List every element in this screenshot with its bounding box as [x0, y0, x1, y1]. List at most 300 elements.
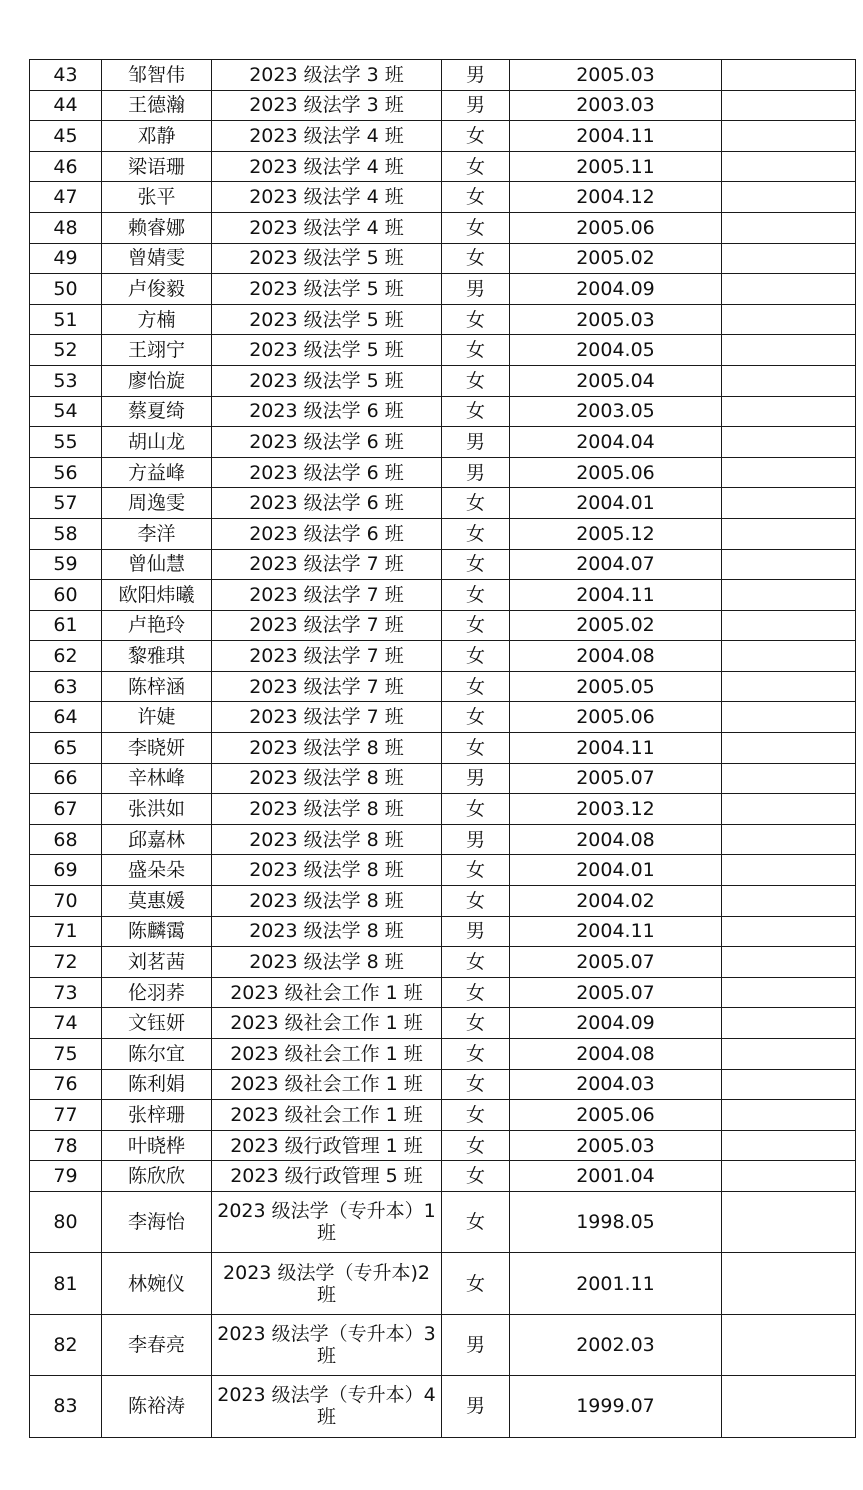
student-name-cell: 黎雅琪 — [102, 641, 212, 672]
birth-date-cell: 2005.02 — [510, 610, 722, 641]
gender-cell: 男 — [442, 1376, 510, 1437]
class-name-text: 2023 级法学 7 班 — [249, 614, 404, 637]
student-name-cell: 张洪如 — [102, 794, 212, 825]
table-row — [30, 182, 856, 213]
birth-date-cell: 2005.06 — [510, 702, 722, 733]
remarks-cell — [722, 121, 856, 152]
student-name-cell: 曾仙慧 — [102, 549, 212, 580]
row-number-cell: 63 — [30, 671, 102, 702]
remarks-cell — [722, 304, 856, 335]
class-name-text: 2023 级法学 6 班 — [249, 461, 404, 484]
remarks-cell — [722, 1100, 856, 1131]
class-name-cell — [212, 977, 442, 1008]
remarks-cell — [722, 824, 856, 855]
class-name-text: 2023 级法学 3 班 — [249, 63, 404, 86]
birth-date-cell: 2001.04 — [510, 1161, 722, 1192]
remarks-cell — [722, 763, 856, 794]
student-name-cell: 邓静 — [102, 121, 212, 152]
remarks-cell — [722, 518, 856, 549]
gender-cell: 男 — [442, 60, 510, 91]
student-name-cell: 张平 — [102, 182, 212, 213]
student-name-cell: 陈尔宜 — [102, 1039, 212, 1070]
row-number-cell: 69 — [30, 855, 102, 886]
class-name-text: 2023 级法学 7 班 — [249, 645, 404, 668]
class-name-cell — [212, 1008, 442, 1039]
student-name-cell: 邹智伟 — [102, 60, 212, 91]
row-number-cell: 53 — [30, 365, 102, 396]
student-name-cell: 王德瀚 — [102, 90, 212, 121]
birth-date-cell: 2005.03 — [510, 1130, 722, 1161]
row-number-cell: 66 — [30, 763, 102, 794]
remarks-cell — [722, 274, 856, 305]
table-row — [30, 916, 856, 947]
gender-cell: 女 — [442, 182, 510, 213]
table-row — [30, 396, 856, 427]
class-name-text: 2023 级社会工作 1 班 — [230, 1042, 423, 1065]
gender-cell: 女 — [442, 518, 510, 549]
remarks-cell — [722, 702, 856, 733]
gender-cell: 女 — [442, 1100, 510, 1131]
gender-cell: 男 — [442, 457, 510, 488]
class-name-text: 2023 级法学 8 班 — [249, 889, 404, 912]
table-row — [30, 518, 856, 549]
table-row — [30, 702, 856, 733]
gender-cell: 女 — [442, 855, 510, 886]
class-name-text: 2023 级法学 4 班 — [249, 216, 404, 239]
class-name-cell — [212, 549, 442, 580]
remarks-cell — [722, 1039, 856, 1070]
student-name-cell: 胡山龙 — [102, 427, 212, 458]
class-name-cell — [212, 855, 442, 886]
remarks-cell — [722, 427, 856, 458]
gender-cell: 女 — [442, 212, 510, 243]
class-name-text: 2023 级法学 5 班 — [249, 339, 404, 362]
class-name-text: 2023 级法学 8 班 — [249, 798, 404, 821]
gender-cell: 女 — [442, 549, 510, 580]
table-row — [30, 855, 856, 886]
table-row — [30, 824, 856, 855]
class-name-cell — [212, 274, 442, 305]
student-name-cell: 曾婧雯 — [102, 243, 212, 274]
class-name-cell — [212, 1376, 442, 1437]
student-name-cell: 陈裕涛 — [102, 1376, 212, 1437]
row-number-cell: 45 — [30, 121, 102, 152]
row-number-cell: 62 — [30, 641, 102, 672]
class-name-cell — [212, 947, 442, 978]
row-number-cell: 80 — [30, 1191, 102, 1252]
student-name-cell: 盛朵朵 — [102, 855, 212, 886]
remarks-cell — [722, 977, 856, 1008]
remarks-cell — [722, 1314, 856, 1375]
student-name-cell: 卢俊毅 — [102, 274, 212, 305]
student-name-cell: 文钰妍 — [102, 1008, 212, 1039]
student-name-cell: 许婕 — [102, 702, 212, 733]
class-name-cell — [212, 886, 442, 917]
gender-cell: 女 — [442, 1191, 510, 1252]
remarks-cell — [722, 886, 856, 917]
gender-cell: 女 — [442, 702, 510, 733]
class-name-text: 2023 级法学 5 班 — [249, 308, 404, 331]
remarks-cell — [722, 457, 856, 488]
class-name-text: 2023 级法学 7 班 — [249, 675, 404, 698]
class-name-text: 2023 级法学 8 班 — [249, 920, 404, 943]
class-name-text: 2023 级社会工作 1 班 — [230, 981, 423, 1004]
remarks-cell — [722, 212, 856, 243]
remarks-cell — [722, 243, 856, 274]
gender-cell: 男 — [442, 916, 510, 947]
table-row — [30, 1130, 856, 1161]
row-number-cell: 44 — [30, 90, 102, 121]
row-number-cell: 48 — [30, 212, 102, 243]
class-name-text: 2023 级法学 6 班 — [249, 400, 404, 423]
student-name-cell: 邱嘉林 — [102, 824, 212, 855]
gender-cell: 女 — [442, 947, 510, 978]
birth-date-cell: 2004.11 — [510, 121, 722, 152]
remarks-cell — [722, 335, 856, 366]
gender-cell: 女 — [442, 610, 510, 641]
student-name-cell: 张梓珊 — [102, 1100, 212, 1131]
class-name-cell — [212, 1314, 442, 1375]
birth-date-cell: 2003.12 — [510, 794, 722, 825]
student-name-cell: 梁语珊 — [102, 151, 212, 182]
remarks-cell — [722, 733, 856, 764]
gender-cell: 男 — [442, 274, 510, 305]
class-name-text: 2023 级法学 8 班 — [249, 767, 404, 790]
remarks-cell — [722, 916, 856, 947]
student-name-cell: 赖睿娜 — [102, 212, 212, 243]
class-name-text: 2023 级法学 6 班 — [249, 522, 404, 545]
birth-date-cell: 2005.03 — [510, 60, 722, 91]
table-row — [30, 610, 856, 641]
class-name-cell — [212, 90, 442, 121]
gender-cell: 女 — [442, 1253, 510, 1314]
birth-date-cell: 1999.07 — [510, 1376, 722, 1437]
roster-sheet — [29, 59, 855, 1438]
class-name-cell — [212, 1253, 442, 1314]
row-number-cell: 43 — [30, 60, 102, 91]
class-name-cell — [212, 1100, 442, 1131]
birth-date-cell: 2004.01 — [510, 855, 722, 886]
table-row — [30, 304, 856, 335]
class-name-text: 2023 级法学 5 班 — [249, 369, 404, 392]
birth-date-cell: 2003.05 — [510, 396, 722, 427]
row-number-cell: 77 — [30, 1100, 102, 1131]
row-number-cell: 70 — [30, 886, 102, 917]
remarks-cell — [722, 1191, 856, 1252]
gender-cell: 女 — [442, 1161, 510, 1192]
class-name-text: 2023 级法学（专升本）4 班 — [217, 1384, 436, 1429]
row-number-cell: 71 — [30, 916, 102, 947]
row-number-cell: 47 — [30, 182, 102, 213]
class-name-cell — [212, 427, 442, 458]
table-row — [30, 1253, 856, 1314]
class-name-text: 2023 级法学 6 班 — [249, 492, 404, 515]
class-name-cell — [212, 763, 442, 794]
birth-date-cell: 2005.04 — [510, 365, 722, 396]
student-name-cell: 陈麟霭 — [102, 916, 212, 947]
table-row — [30, 1100, 856, 1131]
birth-date-cell: 2004.05 — [510, 335, 722, 366]
row-number-cell: 76 — [30, 1069, 102, 1100]
remarks-cell — [722, 549, 856, 580]
class-name-cell — [212, 304, 442, 335]
remarks-cell — [722, 182, 856, 213]
table-row — [30, 549, 856, 580]
student-roster-table — [29, 59, 856, 1438]
table-row — [30, 457, 856, 488]
gender-cell: 女 — [442, 1039, 510, 1070]
row-number-cell: 65 — [30, 733, 102, 764]
table-row — [30, 243, 856, 274]
birth-date-cell: 2004.03 — [510, 1069, 722, 1100]
class-name-cell — [212, 1161, 442, 1192]
gender-cell: 女 — [442, 243, 510, 274]
row-number-cell: 60 — [30, 580, 102, 611]
birth-date-cell: 2005.06 — [510, 1100, 722, 1131]
class-name-cell — [212, 518, 442, 549]
class-name-text: 2023 级法学 6 班 — [249, 430, 404, 453]
gender-cell: 女 — [442, 1130, 510, 1161]
birth-date-cell: 2005.07 — [510, 947, 722, 978]
remarks-cell — [722, 90, 856, 121]
gender-cell: 女 — [442, 580, 510, 611]
remarks-cell — [722, 1069, 856, 1100]
table-row — [30, 274, 856, 305]
birth-date-cell: 2004.02 — [510, 886, 722, 917]
class-name-text: 2023 级社会工作 1 班 — [230, 1103, 423, 1126]
table-row — [30, 335, 856, 366]
birth-date-cell: 2004.07 — [510, 549, 722, 580]
class-name-text: 2023 级法学 7 班 — [249, 706, 404, 729]
row-number-cell: 68 — [30, 824, 102, 855]
birth-date-cell: 2004.09 — [510, 1008, 722, 1039]
gender-cell: 女 — [442, 396, 510, 427]
class-name-cell — [212, 396, 442, 427]
row-number-cell: 57 — [30, 488, 102, 519]
row-number-cell: 79 — [30, 1161, 102, 1192]
table-row — [30, 947, 856, 978]
table-row — [30, 1069, 856, 1100]
row-number-cell: 75 — [30, 1039, 102, 1070]
class-name-text: 2023 级法学 8 班 — [249, 951, 404, 974]
remarks-cell — [722, 1161, 856, 1192]
gender-cell: 男 — [442, 90, 510, 121]
class-name-text: 2023 级法学 8 班 — [249, 828, 404, 851]
gender-cell: 女 — [442, 794, 510, 825]
class-name-text: 2023 级行政管理 1 班 — [230, 1134, 423, 1157]
table-row — [30, 641, 856, 672]
table-row — [30, 1008, 856, 1039]
gender-cell: 女 — [442, 733, 510, 764]
class-name-text: 2023 级法学 7 班 — [249, 583, 404, 606]
class-name-cell — [212, 1191, 442, 1252]
row-number-cell: 74 — [30, 1008, 102, 1039]
gender-cell: 男 — [442, 824, 510, 855]
gender-cell: 男 — [442, 763, 510, 794]
student-name-cell: 王翊宁 — [102, 335, 212, 366]
table-row — [30, 1314, 856, 1375]
table-row — [30, 60, 856, 91]
student-name-cell: 陈利娟 — [102, 1069, 212, 1100]
class-name-cell — [212, 702, 442, 733]
table-row — [30, 886, 856, 917]
birth-date-cell: 2002.03 — [510, 1314, 722, 1375]
birth-date-cell: 2005.12 — [510, 518, 722, 549]
class-name-cell — [212, 580, 442, 611]
row-number-cell: 59 — [30, 549, 102, 580]
gender-cell: 女 — [442, 121, 510, 152]
remarks-cell — [722, 641, 856, 672]
class-name-text: 2023 级法学 4 班 — [249, 124, 404, 147]
class-name-cell — [212, 610, 442, 641]
birth-date-cell: 2004.08 — [510, 824, 722, 855]
class-name-cell — [212, 916, 442, 947]
class-name-text: 2023 级法学 3 班 — [249, 94, 404, 117]
class-name-text: 2023 级法学 5 班 — [249, 277, 404, 300]
remarks-cell — [722, 60, 856, 91]
table-row — [30, 90, 856, 121]
table-row — [30, 151, 856, 182]
class-name-text: 2023 级法学 7 班 — [249, 553, 404, 576]
birth-date-cell: 2004.08 — [510, 641, 722, 672]
class-name-text: 2023 级法学（专升本)2 班 — [223, 1261, 430, 1306]
birth-date-cell: 2005.06 — [510, 212, 722, 243]
class-name-cell — [212, 457, 442, 488]
row-number-cell: 82 — [30, 1314, 102, 1375]
gender-cell: 女 — [442, 365, 510, 396]
birth-date-cell: 2005.05 — [510, 671, 722, 702]
gender-cell: 女 — [442, 1069, 510, 1100]
remarks-cell — [722, 1376, 856, 1437]
table-row — [30, 427, 856, 458]
table-row — [30, 763, 856, 794]
class-name-cell — [212, 121, 442, 152]
student-name-cell: 李洋 — [102, 518, 212, 549]
gender-cell: 女 — [442, 304, 510, 335]
class-name-cell — [212, 1069, 442, 1100]
table-row — [30, 1161, 856, 1192]
table-row — [30, 212, 856, 243]
row-number-cell: 72 — [30, 947, 102, 978]
table-row — [30, 733, 856, 764]
birth-date-cell: 2004.12 — [510, 182, 722, 213]
student-name-cell: 周逸雯 — [102, 488, 212, 519]
birth-date-cell: 2004.04 — [510, 427, 722, 458]
class-name-text: 2023 级法学 4 班 — [249, 186, 404, 209]
table-row — [30, 580, 856, 611]
class-name-text: 2023 级法学（专升本）3 班 — [217, 1322, 436, 1367]
birth-date-cell: 2004.01 — [510, 488, 722, 519]
class-name-cell — [212, 794, 442, 825]
gender-cell: 男 — [442, 427, 510, 458]
student-name-cell: 方楠 — [102, 304, 212, 335]
remarks-cell — [722, 1008, 856, 1039]
student-name-cell: 欧阳炜曦 — [102, 580, 212, 611]
student-name-cell: 方益峰 — [102, 457, 212, 488]
gender-cell: 女 — [442, 335, 510, 366]
remarks-cell — [722, 1253, 856, 1314]
table-row — [30, 365, 856, 396]
table-row — [30, 1191, 856, 1252]
student-name-cell: 叶晓桦 — [102, 1130, 212, 1161]
row-number-cell: 67 — [30, 794, 102, 825]
birth-date-cell: 2005.11 — [510, 151, 722, 182]
class-name-cell — [212, 335, 442, 366]
remarks-cell — [722, 671, 856, 702]
remarks-cell — [722, 151, 856, 182]
row-number-cell: 51 — [30, 304, 102, 335]
table-row — [30, 671, 856, 702]
table-row — [30, 1039, 856, 1070]
gender-cell: 女 — [442, 488, 510, 519]
student-name-cell: 廖怡旋 — [102, 365, 212, 396]
birth-date-cell: 2005.03 — [510, 304, 722, 335]
row-number-cell: 64 — [30, 702, 102, 733]
gender-cell: 女 — [442, 641, 510, 672]
class-name-cell — [212, 488, 442, 519]
class-name-text: 2023 级法学 8 班 — [249, 859, 404, 882]
birth-date-cell: 2003.03 — [510, 90, 722, 121]
student-name-cell: 李晓妍 — [102, 733, 212, 764]
remarks-cell — [722, 610, 856, 641]
row-number-cell: 81 — [30, 1253, 102, 1314]
birth-date-cell: 2005.07 — [510, 977, 722, 1008]
class-name-text: 2023 级行政管理 5 班 — [230, 1165, 423, 1188]
student-name-cell: 李海怡 — [102, 1191, 212, 1252]
row-number-cell: 58 — [30, 518, 102, 549]
gender-cell: 女 — [442, 151, 510, 182]
remarks-cell — [722, 794, 856, 825]
row-number-cell: 46 — [30, 151, 102, 182]
class-name-cell — [212, 824, 442, 855]
student-name-cell: 辛林峰 — [102, 763, 212, 794]
remarks-cell — [722, 365, 856, 396]
student-name-cell: 蔡夏绮 — [102, 396, 212, 427]
table-row — [30, 977, 856, 1008]
class-name-cell — [212, 151, 442, 182]
birth-date-cell: 2005.07 — [510, 763, 722, 794]
birth-date-cell: 2001.11 — [510, 1253, 722, 1314]
student-name-cell: 卢艳玲 — [102, 610, 212, 641]
class-name-cell — [212, 733, 442, 764]
row-number-cell: 52 — [30, 335, 102, 366]
table-row — [30, 1376, 856, 1437]
student-name-cell: 林婉仪 — [102, 1253, 212, 1314]
student-name-cell: 李春亮 — [102, 1314, 212, 1375]
student-name-cell: 刘茗茜 — [102, 947, 212, 978]
birth-date-cell: 2004.08 — [510, 1039, 722, 1070]
remarks-cell — [722, 488, 856, 519]
class-name-text: 2023 级社会工作 1 班 — [230, 1012, 423, 1035]
table-row — [30, 121, 856, 152]
remarks-cell — [722, 580, 856, 611]
remarks-cell — [722, 396, 856, 427]
class-name-cell — [212, 641, 442, 672]
roster-body — [30, 60, 856, 1438]
row-number-cell: 55 — [30, 427, 102, 458]
remarks-cell — [722, 1130, 856, 1161]
birth-date-cell: 2005.02 — [510, 243, 722, 274]
remarks-cell — [722, 947, 856, 978]
table-row — [30, 488, 856, 519]
row-number-cell: 73 — [30, 977, 102, 1008]
gender-cell: 女 — [442, 671, 510, 702]
row-number-cell: 83 — [30, 1376, 102, 1437]
gender-cell: 女 — [442, 886, 510, 917]
class-name-cell — [212, 182, 442, 213]
student-name-cell: 陈梓涵 — [102, 671, 212, 702]
class-name-cell — [212, 1039, 442, 1070]
